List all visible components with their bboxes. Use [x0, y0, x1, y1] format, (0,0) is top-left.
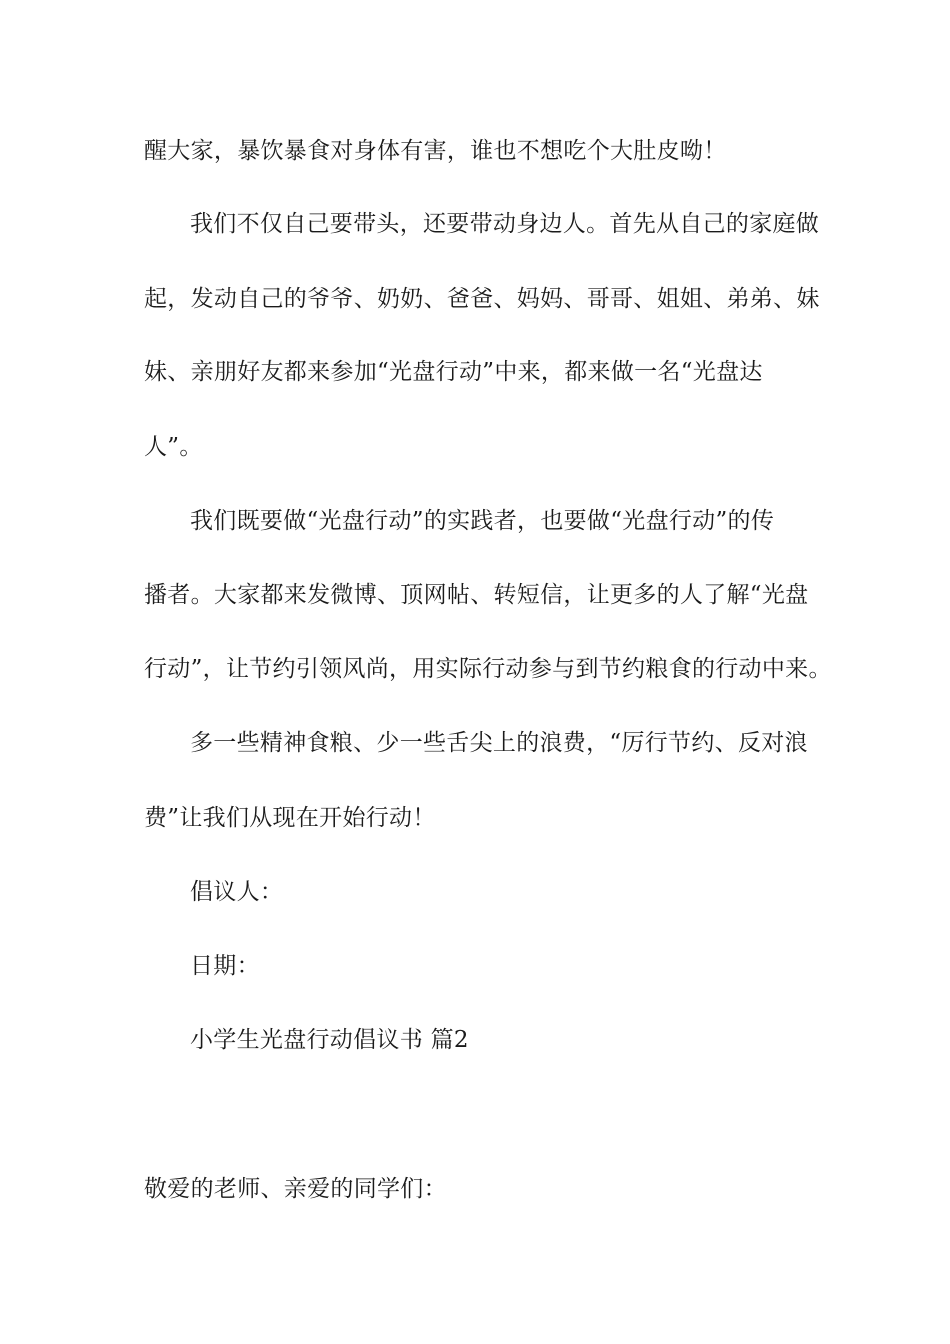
- section-heading: 小学生光盘行动倡议书 篇2: [190, 1027, 469, 1053]
- date-label: 日期：: [190, 953, 260, 979]
- text-line: 起，发动自己的爷爷、奶奶、爸爸、妈妈、哥哥、姐姐、弟弟、妹: [144, 286, 820, 312]
- text-line: 人”。: [144, 434, 203, 460]
- text-line: 我们既要做“光盘行动”的实践者，也要做“光盘行动”的传: [190, 508, 775, 534]
- text-line: 播者。大家都来发微博、顶网帖、转短信，让更多的人了解“光盘: [144, 582, 809, 608]
- salutation: 敬爱的老师、亲爱的同学们：: [144, 1176, 447, 1202]
- text-line: 妹、亲朋好友都来参加“光盘行动”中来，都来做一名“光盘达: [144, 359, 763, 385]
- text-line: 行动”，让节约引领风尚，用实际行动参与到节约粮食的行动中来。: [144, 656, 832, 682]
- text-line: 我们不仅自己要带头，还要带动身边人。首先从自己的家庭做: [190, 211, 820, 237]
- text-line: 醒大家，暴饮暴食对身体有害，谁也不想吃个大肚皮呦！: [144, 138, 727, 164]
- text-line: 多一些精神食粮、少一些舌尖上的浪费，“厉行节约、反对浪: [190, 730, 808, 756]
- signatory-label: 倡议人：: [190, 879, 284, 905]
- text-line: 费”让我们从现在开始行动！: [144, 805, 436, 831]
